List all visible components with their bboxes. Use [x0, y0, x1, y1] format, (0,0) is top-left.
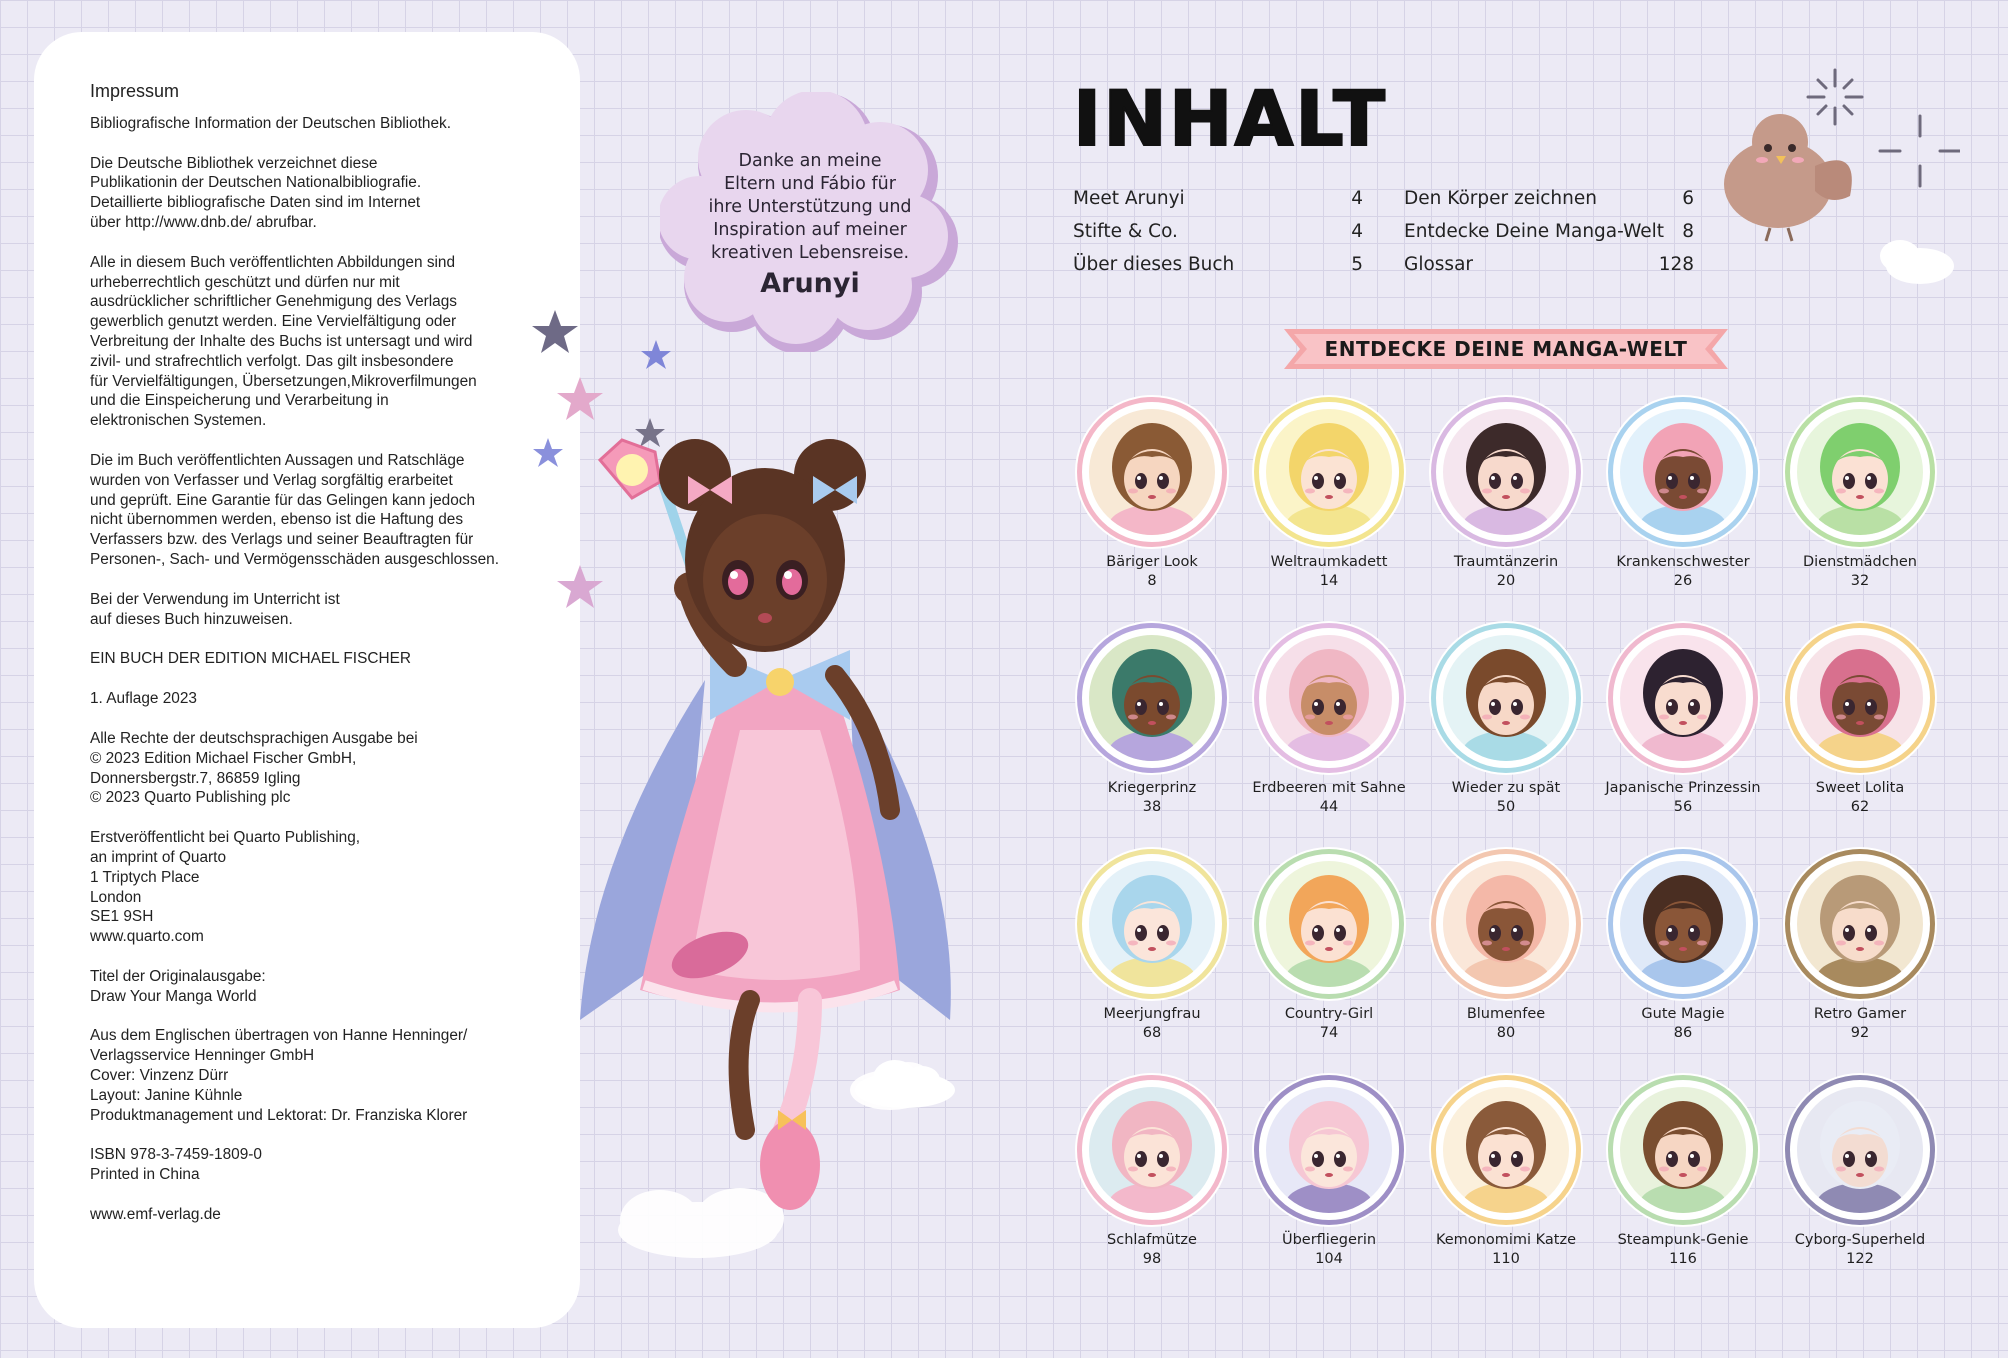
character-name: Weltraumkadett	[1270, 554, 1388, 570]
character-avatar	[1259, 628, 1399, 768]
character-name: Country-Girl	[1284, 1006, 1374, 1022]
character-portrait-icon	[1797, 861, 1923, 987]
character-page-number: 26	[1673, 573, 1693, 589]
toc-entry[interactable]	[1073, 182, 1363, 215]
character-name: Überfliegerin	[1281, 1232, 1377, 1248]
character-avatar	[1790, 1080, 1930, 1220]
toc-entry-page: 6	[1682, 188, 1694, 209]
character-page-number: 44	[1319, 799, 1339, 815]
character-portrait-icon	[1266, 1087, 1392, 1213]
character-name: Meerjungfrau	[1103, 1006, 1201, 1022]
character-name: Retro Gamer	[1813, 1006, 1907, 1022]
section-banner	[1284, 325, 1728, 373]
toc-entry[interactable]	[1073, 215, 1363, 248]
bird-decoration	[1720, 56, 1960, 306]
impressum-paragraph: Alle Rechte der deutschsprachigen Ausgabe bei © 2023 Edition Michael Fischer GmbH, Donnersbergstr.7, 86859 Igling © 2023 Quarto Publishing plc	[90, 729, 418, 807]
character-name: Gute Magie	[1641, 1006, 1725, 1022]
toc-entry-page: 128	[1658, 254, 1694, 275]
character-name: Kemonomimi Katze	[1435, 1232, 1577, 1248]
cloud-icon	[850, 1050, 960, 1110]
character-name: Japanische Prinzessin	[1605, 780, 1761, 796]
character-portrait-icon	[1620, 635, 1746, 761]
character-name: Traumtänzerin	[1453, 554, 1559, 570]
character-page-number: 122	[1846, 1251, 1874, 1267]
character-avatar	[1436, 628, 1576, 768]
section-banner-text: ENTDECKE DEINE MANGA-WELT	[1324, 337, 1688, 361]
character-portrait-icon	[1089, 861, 1215, 987]
character-tile[interactable]	[1601, 402, 1765, 602]
star-icon	[557, 377, 603, 420]
character-name: Blumenfee	[1466, 1006, 1546, 1022]
character-avatar	[1790, 628, 1930, 768]
character-tile[interactable]	[1247, 402, 1411, 602]
character-page-number: 110	[1492, 1251, 1520, 1267]
character-avatar	[1436, 1080, 1576, 1220]
character-avatar	[1436, 402, 1576, 542]
impressum-title: Impressum	[90, 81, 180, 101]
impressum-paragraph: www.emf-verlag.de	[90, 1206, 221, 1224]
character-tile[interactable]	[1247, 1080, 1411, 1280]
character-tile[interactable]	[1601, 1080, 1765, 1280]
character-page-number: 98	[1142, 1251, 1162, 1267]
character-name: Kriegerprinz	[1107, 780, 1197, 796]
character-tile[interactable]	[1424, 1080, 1588, 1280]
toc-entry[interactable]	[1404, 215, 1694, 248]
character-name: Steampunk-Genie	[1617, 1232, 1749, 1248]
character-portrait-icon	[1443, 409, 1569, 535]
character-portrait-icon	[1620, 861, 1746, 987]
toc-entry-page: 4	[1351, 188, 1363, 209]
dedication-signature: Arunyi	[760, 268, 860, 299]
character-page-number: 32	[1850, 573, 1870, 589]
character-name: Bäriger Look	[1106, 554, 1198, 570]
character-portrait-icon	[1266, 409, 1392, 535]
character-tile[interactable]	[1070, 854, 1234, 1054]
character-tile[interactable]	[1247, 628, 1411, 828]
sparkle-icon	[1808, 70, 1862, 124]
impressum-paragraph: Bibliografische Information der Deutschen Bibliothek.	[90, 114, 452, 132]
character-avatar	[1613, 402, 1753, 542]
toc-entry-label: Den Körper zeichnen	[1404, 188, 1597, 209]
character-page-number: 80	[1496, 1025, 1516, 1041]
character-page-number: 56	[1673, 799, 1693, 815]
character-avatar	[1082, 628, 1222, 768]
character-portrait-icon	[1089, 635, 1215, 761]
character-page-number: 68	[1142, 1025, 1162, 1041]
character-portrait-icon	[1443, 861, 1569, 987]
character-tile[interactable]	[1424, 628, 1588, 828]
character-portrait-icon	[1089, 409, 1215, 535]
character-page-number: 38	[1142, 799, 1162, 815]
character-tile[interactable]	[1070, 1080, 1234, 1280]
toc-entry-label: Über dieses Buch	[1073, 254, 1235, 275]
character-avatar	[1613, 628, 1753, 768]
character-portrait-icon	[1443, 1087, 1569, 1213]
character-page-number: 62	[1850, 799, 1870, 815]
character-portrait-icon	[1443, 635, 1569, 761]
character-tile[interactable]	[1778, 402, 1942, 602]
dedication-cloud	[660, 92, 960, 352]
character-tile[interactable]	[1070, 402, 1234, 602]
character-portrait-icon	[1620, 1087, 1746, 1213]
character-name: Cyborg-Superheld	[1794, 1232, 1926, 1248]
toc-entry[interactable]	[1073, 248, 1363, 281]
character-portrait-icon	[1797, 409, 1923, 535]
character-tile[interactable]	[1601, 628, 1765, 828]
character-tile[interactable]	[1247, 854, 1411, 1054]
character-page-number: 20	[1496, 573, 1516, 589]
character-avatar	[1613, 854, 1753, 994]
character-portrait-icon	[1089, 1087, 1215, 1213]
star-icon	[641, 340, 671, 369]
character-tile[interactable]	[1070, 628, 1234, 828]
character-portrait-icon	[1266, 635, 1392, 761]
character-page-number: 116	[1669, 1251, 1697, 1267]
impressum-paragraph: Alle in diesem Buch veröffentlichten Abbildungen sind urheberrechtlich geschützt und dürfen nur mit ausdrücklicher schriftlicher Genehmigung des Verlags gewerblich genutzt werden. Eine Vervielfältigung oder Verbreitung der Inhalte des Buchs ist untersagt und wird zivil- und strafrechtlich verfolgt. Das gilt insbesondere für Vervielfältigungen, Übersetzungen,Mikroverfilmungen und die Einspeicherung und Verarbeitung in elektronischen Systemen.	[90, 253, 477, 430]
character-tile[interactable]	[1778, 854, 1942, 1054]
character-avatar	[1082, 1080, 1222, 1220]
character-avatar	[1790, 402, 1930, 542]
character-page-number: 50	[1496, 799, 1516, 815]
character-avatar	[1082, 402, 1222, 542]
toc-column-right	[1404, 182, 1694, 281]
character-page-number: 14	[1319, 573, 1339, 589]
character-tile[interactable]	[1424, 402, 1588, 602]
character-avatar	[1613, 1080, 1753, 1220]
impressum-text-block	[90, 82, 560, 1245]
impressum-paragraph: Bei der Verwendung im Unterricht ist auf dieses Buch hinzuweisen.	[90, 590, 340, 628]
impressum-paragraph: Die Deutsche Bibliothek verzeichnet diese Publikationin der Deutschen Nationalbibliografie. Detaillierte bibliografische Daten sind im Internet über http://www.dnb.de/ abrufbar.	[90, 154, 422, 231]
character-page-number: 92	[1850, 1025, 1870, 1041]
character-name: Erdbeeren mit Sahne	[1252, 780, 1406, 796]
impressum-paragraph: Die im Buch veröffentlichten Aussagen und Ratschläge wurden von Verfasser und Verlag sorgfältig erarbeitet und geprüft. Eine Garantie für das Gelingen kann jedoch nicht übernommen werden, ebenso ist die Haftung des Verfassers bzw. des Verlags und seiner Beauftragten für Personen-, Sach- und Vermögensschäden ausgeschlossen.	[90, 451, 499, 568]
character-avatar	[1790, 854, 1930, 994]
toc-entry-label: Entdecke Deine Manga-Welt	[1404, 221, 1665, 242]
character-page-number: 8	[1147, 573, 1157, 589]
character-tile[interactable]	[1601, 854, 1765, 1054]
toc-entry-label: Meet Arunyi	[1073, 188, 1185, 209]
character-name: Schlafmütze	[1107, 1232, 1197, 1248]
character-avatar	[1436, 854, 1576, 994]
impressum-paragraph: ISBN 978-3-7459-1809-0 Printed in China	[90, 1146, 262, 1184]
toc-entry-page: 8	[1682, 221, 1694, 242]
character-portrait-icon	[1266, 861, 1392, 987]
toc-entry-page: 5	[1351, 254, 1363, 275]
toc-column-left	[1073, 182, 1363, 281]
character-tile[interactable]	[1424, 854, 1588, 1054]
character-tile[interactable]	[1778, 628, 1942, 828]
character-grid	[1070, 402, 1940, 1282]
character-portrait-icon	[1797, 635, 1923, 761]
character-portrait-icon	[1620, 409, 1746, 535]
character-portrait-icon	[1797, 1087, 1923, 1213]
magical-girl-figure	[560, 430, 1000, 1260]
star-icon	[532, 310, 578, 353]
toc-entry[interactable]	[1404, 248, 1694, 281]
impressum-paragraph: EIN BUCH DER EDITION MICHAEL FISCHER	[90, 650, 411, 668]
character-avatar	[1259, 1080, 1399, 1220]
character-name: Dienstmädchen	[1802, 554, 1918, 570]
character-name: Sweet Lolita	[1815, 780, 1905, 796]
character-avatar	[1082, 854, 1222, 994]
sparkle-icon	[1880, 116, 1960, 186]
toc-entry[interactable]	[1404, 182, 1694, 215]
impressum-paragraph: 1. Auflage 2023	[90, 690, 197, 708]
impressum-paragraph: Aus dem Englischen übertragen von Hanne Henninger/ Verlagsservice Henninger GmbH Cover: Vinzenz Dürr Layout: Janine Kühnle Produktmanagement und Lektorat: Dr. Franziska Klorer	[90, 1027, 468, 1124]
toc-entry-label: Stifte & Co.	[1073, 221, 1178, 242]
impressum-paragraph: Erstveröffentlicht bei Quarto Publishing, an imprint of Quarto 1 Triptych Place London SE1 9SH www.quarto.com	[90, 829, 361, 946]
character-page-number: 104	[1315, 1251, 1343, 1267]
star-icon	[533, 438, 563, 467]
toc-entry-label: Glossar	[1404, 254, 1474, 275]
character-tile[interactable]	[1778, 1080, 1942, 1280]
toc-entry-page: 4	[1351, 221, 1363, 242]
character-name: Wieder zu spät	[1451, 780, 1561, 796]
toc-title: INHALT	[1073, 74, 1387, 163]
impressum-paragraph: Titel der Originalausgabe: Draw Your Manga World	[90, 967, 266, 1005]
dedication-text: Danke an meine Eltern und Fábio für ihre Unterstützung und Inspiration auf meiner kreativen Lebensreise.	[708, 151, 912, 263]
impressum-panel	[48, 46, 566, 1314]
character-page-number: 86	[1673, 1025, 1693, 1041]
character-page-number: 74	[1319, 1025, 1339, 1041]
character-name: Krankenschwester	[1616, 554, 1750, 570]
mascot-illustration	[560, 430, 1000, 1260]
character-avatar	[1259, 402, 1399, 542]
character-avatar	[1259, 854, 1399, 994]
